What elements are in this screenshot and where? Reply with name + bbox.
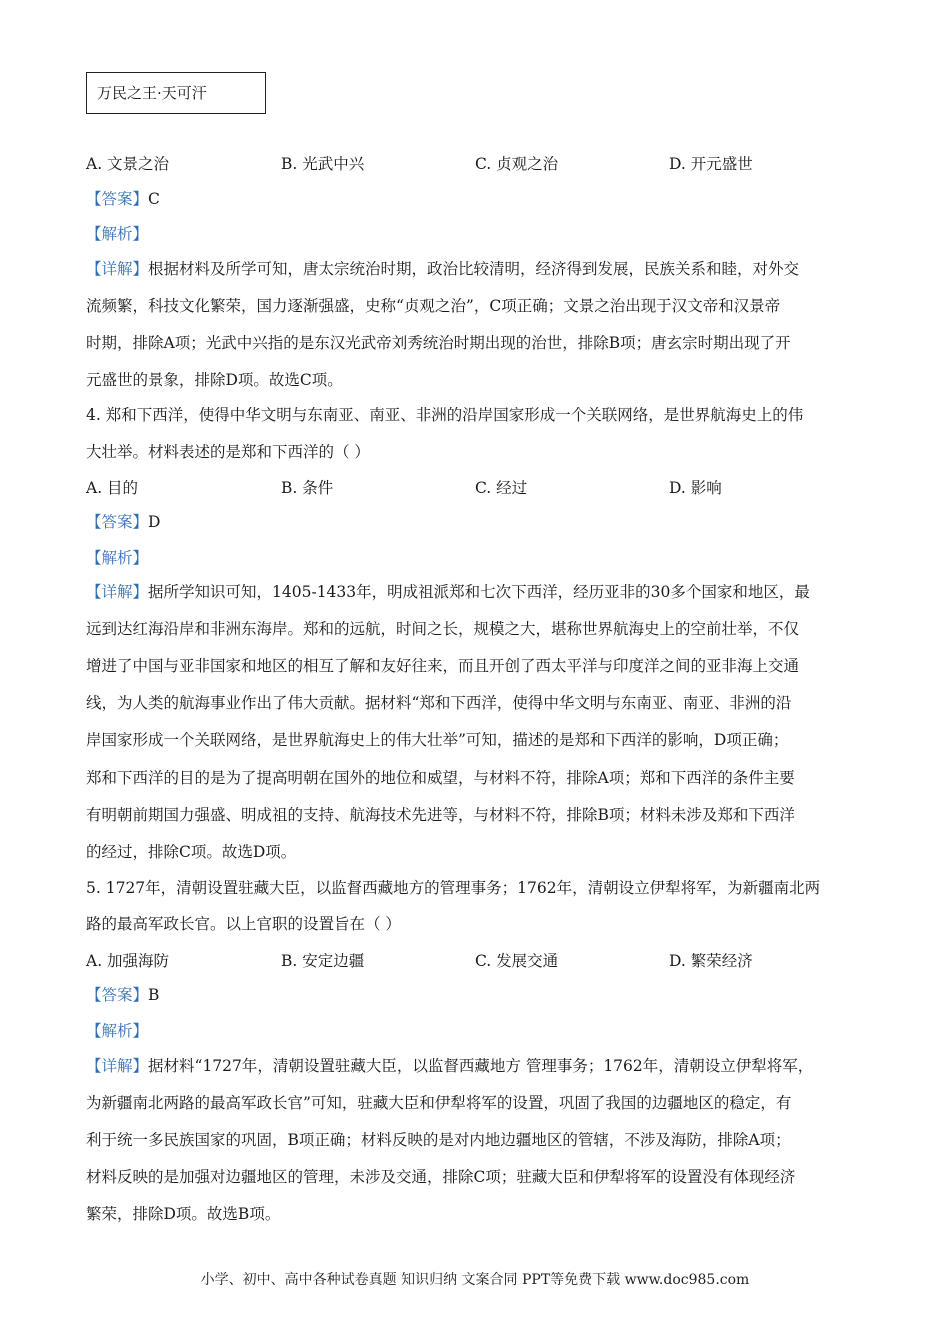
q5-detail-line-3: 利于统一多民族国家的巩固，B项正确；材料反映的是对内地边疆地区的管辖，不涉及海防，排除A项； [86, 1131, 791, 1149]
q3-answer [86, 189, 160, 209]
answer-label: 【答案】 [86, 190, 149, 208]
answer-label: 【答案】 [86, 986, 149, 1004]
q4-detail-line-2: 远到达红海沿岸和非洲东海岸。郑和的远航，时间之长，规模之大，堪称世界航海史上的空前壮举，不仅 [86, 620, 800, 638]
q4-analysis-label: 【解析】 [86, 549, 149, 567]
q3-analysis-label: 【解析】 [86, 225, 149, 243]
q3-detail-line-3: 时期，排除A项；光武中兴指的是东汉光武帝刘秀统治时期出现的治世，排除B项；唐玄宗时期出现了开 [86, 334, 791, 352]
material-box: 万民之王·天可汗 [86, 72, 266, 114]
detail-text: 据所学知识可知，1405-1433年，明成祖派郑和七次下西洋，经历亚非的30多个国家和地区，最 [148, 583, 810, 601]
q5-detail-line-5: 繁荣，排除D项。故选B项。 [86, 1205, 281, 1223]
detail-text: 据材料“1727年，清朝设置驻藏大臣，以监督西藏地方 管理事务；1762年，清朝设立伊犁将军， [148, 1057, 814, 1075]
q3-option-a: A. 文景之治 [86, 155, 170, 173]
q4-option-c: C. 经过 [475, 479, 528, 497]
q5-detail-line-1 [86, 1056, 813, 1076]
q4-stem-line-1: 4. 郑和下西洋，使得中华文明与东南亚、南亚、非洲的沿岸国家形成一个关联网络，是世界航海史上的伟 [86, 406, 804, 424]
q4-option-a: A. 目的 [86, 479, 139, 497]
q4-stem-line-2: 大壮举。材料表述的是郑和下西洋的（ ） [86, 443, 370, 461]
q3-option-c: C. 贞观之治 [475, 155, 559, 173]
q3-option-d: D. 开元盛世 [669, 155, 753, 173]
q4-option-d: D. 影响 [669, 479, 722, 497]
detail-label: 【详解】 [86, 1057, 149, 1075]
q3-detail-line-4: 元盛世的景象，排除D项。故选C项。 [86, 371, 343, 389]
answer-value: C [148, 190, 160, 208]
page-footer: 小学、初中、高中各种试卷真题 知识归纳 文案合同 PPT等免费下载 www.doc985.com [200, 1272, 750, 1288]
q3-option-b: B. 光武中兴 [281, 155, 365, 173]
q5-stem-line-1: 5. 1727年，清朝设置驻藏大臣，以监督西藏地方的管理事务；1762年，清朝设立伊犁将军，为新疆南北两 [86, 879, 821, 897]
answer-value: D [148, 513, 161, 531]
q4-detail-line-1 [86, 582, 810, 602]
q5-option-d: D. 繁荣经济 [669, 952, 753, 970]
detail-label: 【详解】 [86, 583, 149, 601]
q4-detail-line-5: 岸国家形成一个关联网络，是世界航海史上的伟大壮举”可知，描述的是郑和下西洋的影响，D项正确； [86, 731, 789, 749]
q5-option-b: B. 安定边疆 [281, 952, 365, 970]
q5-option-c: C. 发展交通 [475, 952, 559, 970]
q3-detail-line-2: 流频繁，科技文化繁荣，国力逐渐强盛，史称“贞观之治”，C项正确；文景之治出现于汉文帝和汉景帝 [86, 297, 781, 315]
q5-option-a: A. 加强海防 [86, 952, 170, 970]
q5-answer [86, 985, 159, 1005]
answer-label: 【答案】 [86, 513, 149, 531]
detail-text: 根据材料及所学可知，唐太宗统治时期，政治比较清明，经济得到发展，民族关系和睦，对外交 [148, 260, 800, 278]
q5-detail-line-4: 材料反映的是加强对边疆地区的管理，未涉及交通，排除C项；驻藏大臣和伊犁将军的设置没有体现经济 [86, 1168, 796, 1186]
q4-detail-line-3: 增进了中国与亚非国家和地区的相互了解和友好往来，而且开创了西太平洋与印度洋之间的亚非海上交通 [86, 657, 800, 675]
q4-detail-line-4: 线，为人类的航海事业作出了伟大贡献。据材料“郑和下西洋，使得中华文明与东南亚、南亚、非洲的沿 [86, 694, 792, 712]
q4-detail-line-8: 的经过，排除C项。故选D项。 [86, 843, 297, 861]
q4-option-b: B. 条件 [281, 479, 334, 497]
q4-detail-line-7: 有明朝前期国力强盛、明成祖的支持、航海技术先进等，与材料不符，排除B项；材料未涉及郑和下西洋 [86, 806, 795, 824]
q4-answer [86, 512, 160, 532]
q3-detail-line-1 [86, 259, 799, 279]
detail-label: 【详解】 [86, 260, 149, 278]
answer-value: B [148, 986, 160, 1004]
q4-detail-line-6: 郑和下西洋的目的是为了提高明朝在国外的地位和威望，与材料不符，排除A项；郑和下西洋的条件主要 [86, 769, 795, 787]
q5-detail-line-2: 为新疆南北两路的最高军政长官”可知，驻藏大臣和伊犁将军的设置，巩固了我国的边疆地区的稳定，有 [86, 1094, 792, 1112]
q5-analysis-label: 【解析】 [86, 1022, 149, 1040]
q5-stem-line-2: 路的最高军政长官。以上官职的设置旨在（ ） [86, 915, 401, 933]
